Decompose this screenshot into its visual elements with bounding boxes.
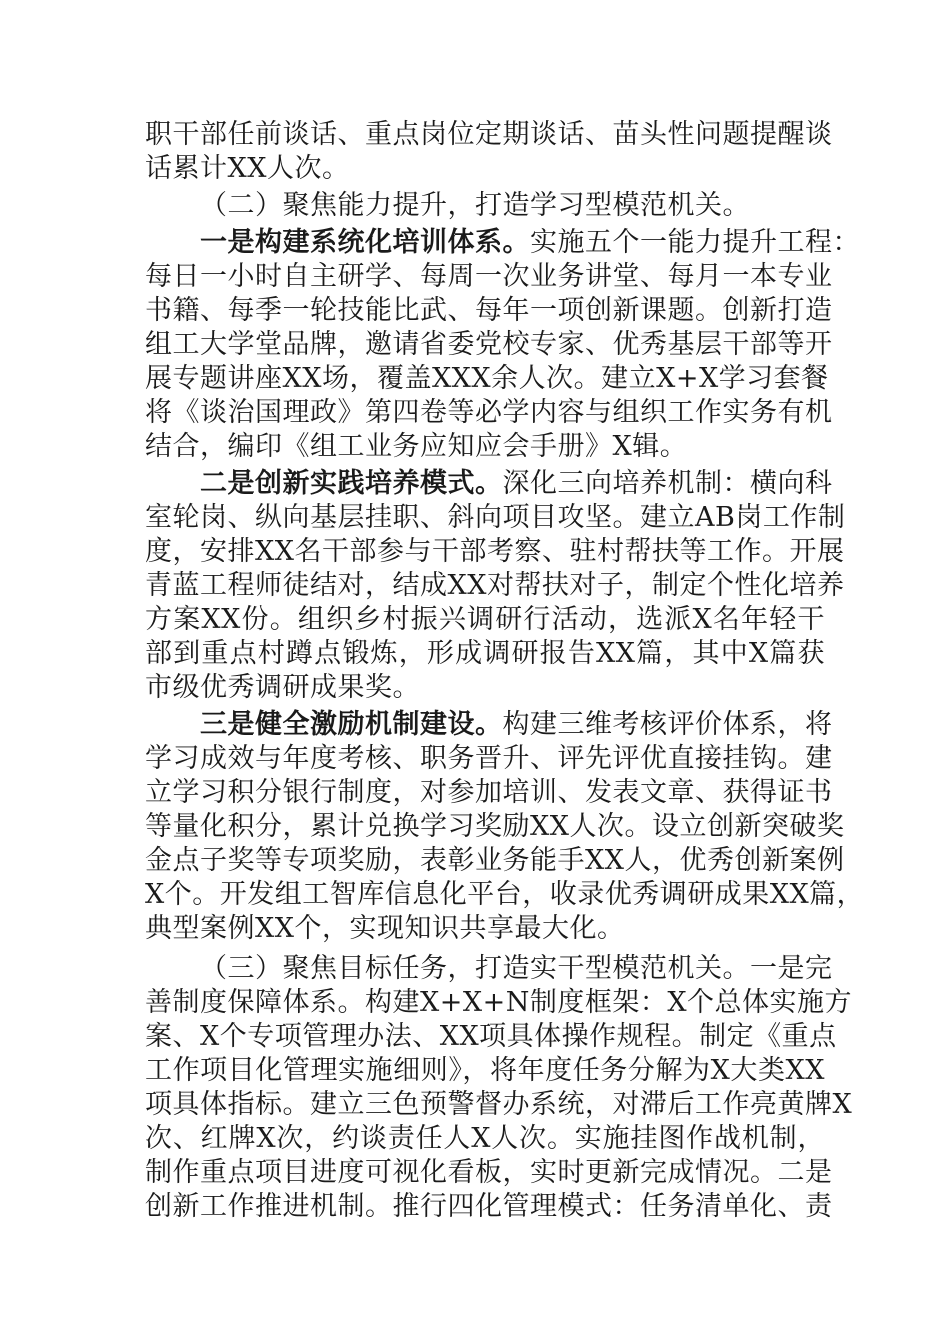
body-text-line	[145, 671, 825, 705]
body-text-line	[145, 1190, 833, 1224]
text-span: 组工大学堂品牌，邀请省委党校专家、优秀基层干部等开	[145, 329, 833, 360]
text-span: 部到重点村蹲点锻炼，形成调研报告XX篇，其中X篇获	[145, 638, 825, 669]
text-span: 典型案例XX个，实现知识共享最大化。	[145, 913, 625, 944]
text-span: 案、X个专项管理办法、XX项具体操作规程。制定《重点	[145, 1021, 837, 1052]
text-span: （三）聚焦目标任务，打造实干型模范机关。一是完	[200, 953, 833, 984]
text-span: 话累计XX人次。	[145, 153, 350, 184]
text-span: 实施五个一能力提升工程：	[530, 227, 860, 258]
text-span: 书籍、每季一轮技能比武、每年一项创新课题。创新打造	[145, 295, 833, 326]
bold-lead: 二是创新实践培养模式。	[200, 468, 503, 499]
body-text-line	[145, 328, 833, 362]
text-span: 展专题讲座XX场，覆盖XXX余人次。建立X+X学习套餐	[145, 363, 829, 394]
text-span: 深化三向培养机制：横向科	[502, 468, 833, 499]
body-text-line	[145, 535, 845, 569]
body-text-line	[145, 1054, 825, 1088]
text-span: 善制度保障体系。构建X+X+N制度框架：X个总体实施方	[145, 987, 853, 1018]
body-text-line	[145, 603, 825, 637]
text-span: 立学习积分银行制度，对参加培训、发表文章、获得证书	[145, 777, 833, 808]
text-span: 创新工作推进机制。推行四化管理模式：任务清单化、责	[145, 1191, 833, 1222]
body-text-line	[145, 118, 833, 152]
section-heading	[200, 952, 833, 986]
body-text-line	[145, 844, 845, 878]
text-span: 职干部任前谈话、重点岗位定期谈话、苗头性问题提醒谈	[145, 119, 833, 150]
text-span: 度，安排XX名干部参与干部考察、驻村帮扶等工作。开展	[145, 536, 845, 567]
body-text-line	[145, 637, 825, 671]
body-text-line	[145, 986, 853, 1020]
body-text-line	[145, 294, 833, 328]
body-text-line	[145, 1020, 837, 1054]
paragraph-first-line	[200, 226, 860, 260]
body-text-line	[145, 396, 833, 430]
bold-lead: 三是健全激励机制建设。	[200, 709, 503, 740]
text-span: 每日一小时自主研学、每周一次业务讲堂、每月一本专业	[145, 261, 833, 292]
body-text-line	[145, 362, 829, 396]
text-span: 青蓝工程师徒结对，结成XX对帮扶对子，制定个性化培养	[145, 570, 845, 601]
text-span: 项具体指标。建立三色预警督办系统，对滞后工作亮黄牌X	[145, 1089, 853, 1120]
text-span: 将《谈治国理政》第四卷等必学内容与组织工作实务有机	[145, 397, 833, 428]
body-text-line	[145, 810, 845, 844]
text-span: 方案XX份。组织乡村振兴调研行活动，选派X名年轻干	[145, 604, 825, 635]
paragraph-first-line	[200, 708, 833, 742]
body-text-line	[145, 501, 846, 535]
paragraph-first-line	[200, 467, 833, 501]
text-span: 等量化积分，累计兑换学习奖励XX人次。设立创新突破奖	[145, 811, 845, 842]
body-text-line	[145, 430, 825, 464]
body-text-line	[145, 878, 865, 912]
body-text-line	[145, 1156, 833, 1190]
text-span: 结合，编印《组工业务应知应会手册》X辑。	[145, 431, 688, 462]
text-span: 学习成效与年度考核、职务晋升、评先评优直接挂钩。建	[145, 743, 833, 774]
body-text-line	[145, 569, 845, 603]
bold-lead: 一是构建系统化培训体系。	[200, 227, 530, 258]
section-heading	[200, 189, 800, 223]
text-span: 室轮岗、纵向基层挂职、斜向项目攻坚。建立AB岗工作制	[145, 502, 846, 533]
body-text-line	[145, 776, 833, 810]
body-text-line	[145, 1122, 825, 1156]
body-text-line	[145, 742, 833, 776]
text-span: 构建三维考核评价体系，将	[502, 709, 833, 740]
text-span: 制作重点项目进度可视化看板，实时更新完成情况。二是	[145, 1157, 833, 1188]
text-span: X个。开发组工智库信息化平台，收录优秀调研成果XX篇，	[145, 879, 865, 910]
text-span: 市级优秀调研成果奖。	[145, 672, 420, 703]
body-text-line	[145, 1088, 853, 1122]
body-text-line	[145, 912, 825, 946]
text-span: 金点子奖等专项奖励，表彰业务能手XX人，优秀创新案例	[145, 845, 845, 876]
body-text-line	[145, 152, 825, 186]
text-span: （二）聚焦能力提升，打造学习型模范机关。	[200, 190, 750, 221]
body-text-line	[145, 260, 833, 294]
text-span: 工作项目化管理实施细则》，将年度任务分解为X大类XX	[145, 1055, 825, 1086]
text-span: 次、红牌X次，约谈责任人X人次。实施挂图作战机制，	[145, 1123, 825, 1154]
